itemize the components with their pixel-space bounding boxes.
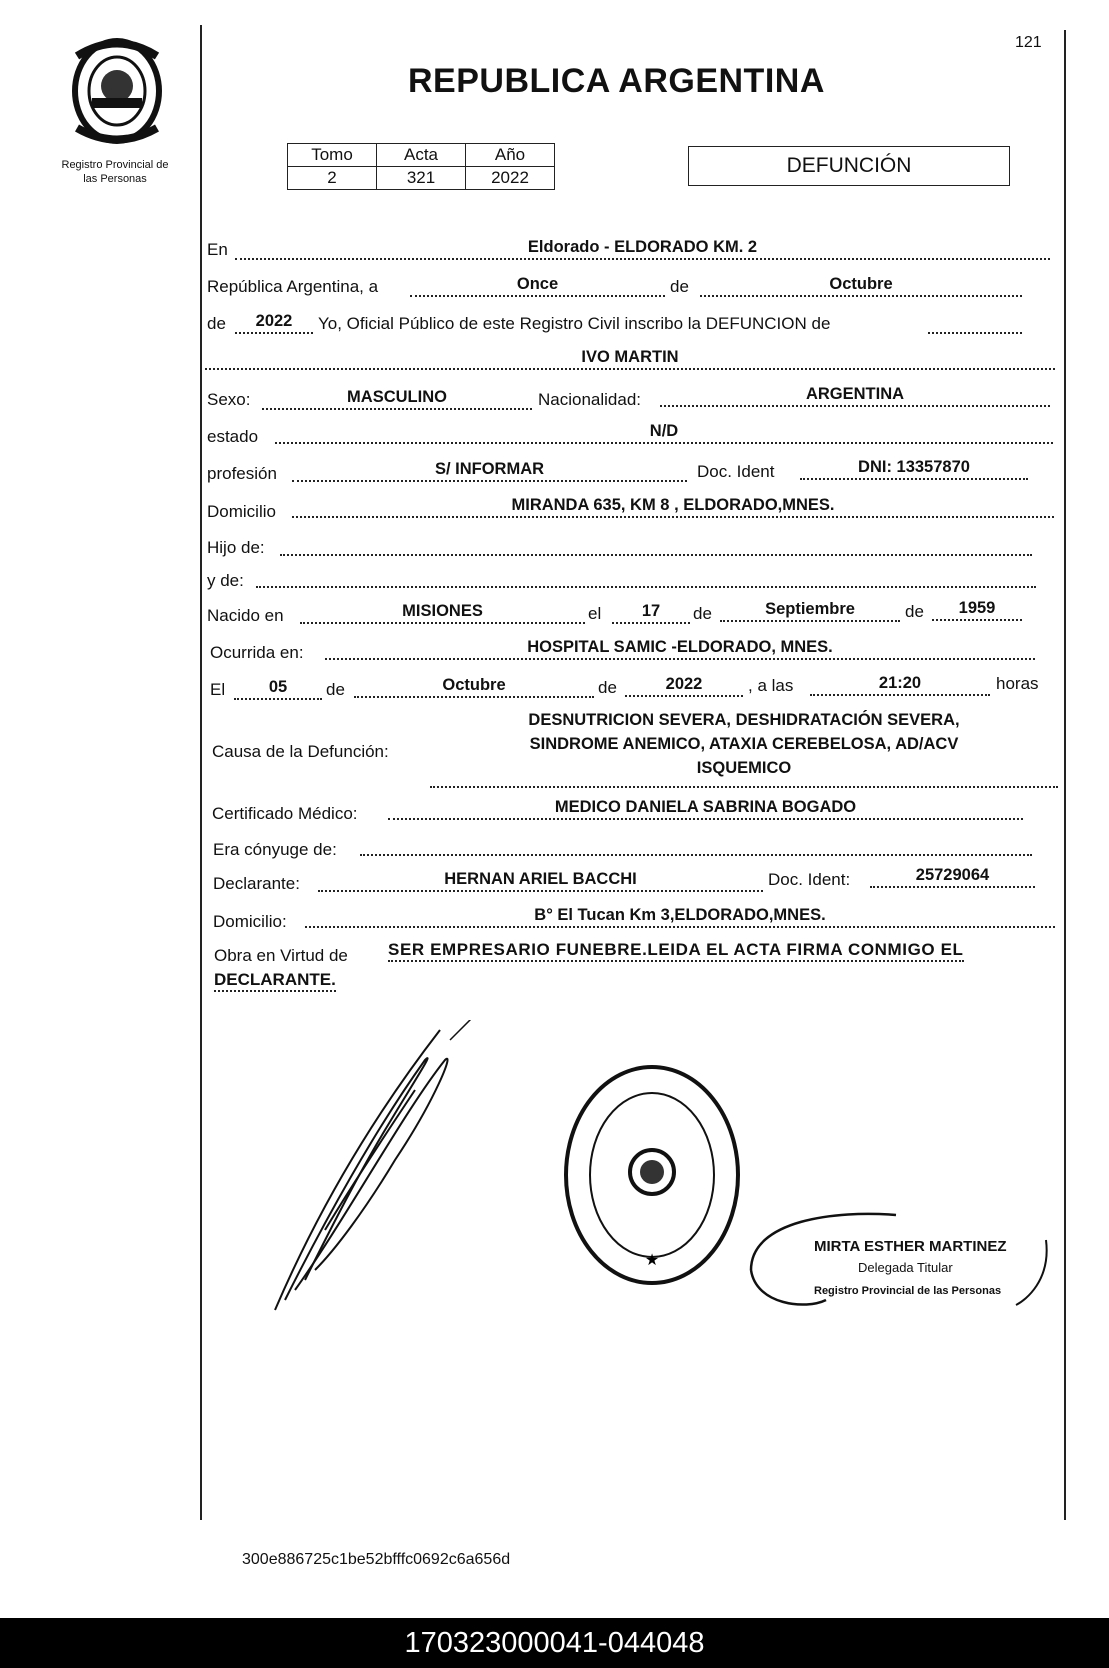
ref-value-ano: 2022 bbox=[466, 167, 555, 190]
hijo-label: Hijo de: bbox=[207, 538, 265, 557]
left-border-line bbox=[200, 25, 202, 1520]
logo-caption-line1: Registro Provincial de bbox=[61, 159, 169, 171]
nacido-label: Nacido en bbox=[207, 606, 284, 625]
sexo-label: Sexo: bbox=[207, 390, 251, 409]
obra-value-line2: DECLARANTE. bbox=[214, 970, 336, 992]
ocurrida-value: HOSPITAL SAMIC -ELDORADO, MNES. bbox=[325, 636, 1035, 660]
profesion-value: S/ INFORMAR bbox=[292, 458, 687, 482]
page-title: REPUBLICA ARGENTINA bbox=[408, 62, 825, 100]
declarant-signature bbox=[265, 1020, 525, 1320]
logo-caption bbox=[40, 158, 190, 186]
profesion-label: profesión bbox=[207, 464, 277, 483]
sexo-value: MASCULINO bbox=[262, 386, 532, 410]
causa-line-2: SINDROME ANEMICO, ATAXIA CEREBELOSA, AD/ACV bbox=[529, 735, 959, 753]
year-de-label: de bbox=[207, 314, 226, 333]
death-de-2: de bbox=[598, 678, 617, 697]
year-value: 2022 bbox=[235, 310, 313, 334]
republica-label: República Argentina, a bbox=[207, 277, 379, 296]
logo-caption-line2: las Personas bbox=[83, 173, 147, 185]
causa-line-3: ISQUEMICO bbox=[696, 759, 792, 777]
ref-value-tomo: 2 bbox=[288, 167, 377, 190]
decl-doc-label: Doc. Ident: bbox=[768, 870, 851, 889]
nacionalidad-label: Nacionalidad: bbox=[538, 390, 642, 409]
causa-label: Causa de la Defunción: bbox=[212, 742, 389, 761]
reference-table bbox=[287, 143, 555, 190]
day-value: Once bbox=[410, 273, 665, 297]
obra-value-line1: SER EMPRESARIO FUNEBRE.LEIDA EL ACTA FIRMA CONMIGO EL bbox=[388, 940, 964, 962]
birth-year: 1959 bbox=[932, 597, 1022, 621]
domicilio-value: MIRANDA 635, KM 8 , ELDORADO,MNES. bbox=[292, 494, 1054, 518]
ref-value-acta: 321 bbox=[377, 167, 466, 190]
en-value: Eldorado - ELDORADO KM. 2 bbox=[235, 236, 1050, 260]
y-de-value bbox=[256, 564, 1036, 588]
birth-day: 17 bbox=[612, 600, 690, 624]
estado-value: N/D bbox=[275, 420, 1053, 444]
svg-text:★: ★ bbox=[644, 1252, 660, 1269]
barcode-number-bar: 170323000041-044048 bbox=[0, 1618, 1109, 1668]
death-time: 21:20 bbox=[810, 672, 990, 696]
y-de-label: y de: bbox=[207, 571, 244, 590]
death-month: Octubre bbox=[354, 674, 594, 698]
death-year: 2022 bbox=[625, 673, 743, 697]
causa-underline bbox=[430, 764, 1058, 788]
province-crest-logo bbox=[62, 36, 172, 146]
domicilio-label: Domicilio bbox=[207, 502, 276, 521]
document-type-box: DEFUNCIÓN bbox=[688, 146, 1010, 186]
el-label: el bbox=[588, 604, 602, 623]
obra-label: Obra en Virtud de bbox=[214, 946, 348, 965]
hijo-value bbox=[280, 532, 1032, 556]
nacionalidad-value: ARGENTINA bbox=[660, 383, 1050, 407]
doc-ident-value: DNI: 13357870 bbox=[800, 456, 1028, 480]
birth-de-2: de bbox=[905, 602, 924, 621]
death-de-1: de bbox=[326, 680, 345, 699]
officer-title: Delegada Titular bbox=[858, 1260, 953, 1275]
en-label: En bbox=[207, 240, 228, 259]
el2-label: El bbox=[210, 680, 226, 699]
de-label-1: de bbox=[670, 277, 689, 296]
ref-header-ano: Año bbox=[466, 144, 555, 167]
doc-ident-label: Doc. Ident bbox=[697, 462, 775, 481]
officer-org: Registro Provincial de las Personas bbox=[814, 1285, 1002, 1297]
birth-de-1: de bbox=[693, 604, 712, 623]
nacido-value: MISIONES bbox=[300, 600, 585, 624]
statement-blank bbox=[928, 310, 1022, 334]
right-border-line bbox=[1064, 30, 1066, 1520]
ref-header-tomo: Tomo bbox=[288, 144, 377, 167]
decl-domicilio-value: B° El Tucan Km 3,ELDORADO,MNES. bbox=[305, 904, 1055, 928]
decl-domicilio-label: Domicilio: bbox=[213, 912, 287, 931]
ref-header-acta: Acta bbox=[377, 144, 466, 167]
estado-label: estado bbox=[207, 427, 259, 446]
a-las-label: , a las bbox=[748, 676, 794, 695]
registry-oval-seal bbox=[560, 1060, 745, 1290]
month-value: Octubre bbox=[700, 273, 1022, 297]
certificado-value: MEDICO DANIELA SABRINA BOGADO bbox=[388, 796, 1023, 820]
page-number: 121 bbox=[1015, 34, 1042, 51]
conyuge-label: Era cónyuge de: bbox=[213, 840, 337, 859]
causa-line-1: DESNUTRICION SEVERA, DESHIDRATACIÓN SEVERA, bbox=[528, 711, 960, 729]
birth-month: Septiembre bbox=[720, 598, 900, 622]
deceased-name: IVO MARTIN bbox=[205, 346, 1055, 370]
death-day: 05 bbox=[234, 676, 322, 700]
document-hash: 300e886725c1be52bfffc0692c6a656d bbox=[242, 1551, 511, 1568]
declarante-value: HERNAN ARIEL BACCHI bbox=[318, 868, 763, 892]
conyuge-value bbox=[360, 832, 1032, 856]
horas-label: horas bbox=[996, 674, 1039, 693]
statement-text: Yo, Oficial Público de este Registro Civil inscribo la DEFUNCION de bbox=[318, 314, 831, 333]
ocurrida-label: Ocurrida en: bbox=[210, 643, 304, 662]
certificado-label: Certificado Médico: bbox=[212, 804, 358, 823]
declarante-label: Declarante: bbox=[213, 874, 300, 893]
decl-doc-value: 25729064 bbox=[870, 864, 1035, 888]
officer-name: MIRTA ESTHER MARTINEZ bbox=[814, 1238, 1007, 1255]
